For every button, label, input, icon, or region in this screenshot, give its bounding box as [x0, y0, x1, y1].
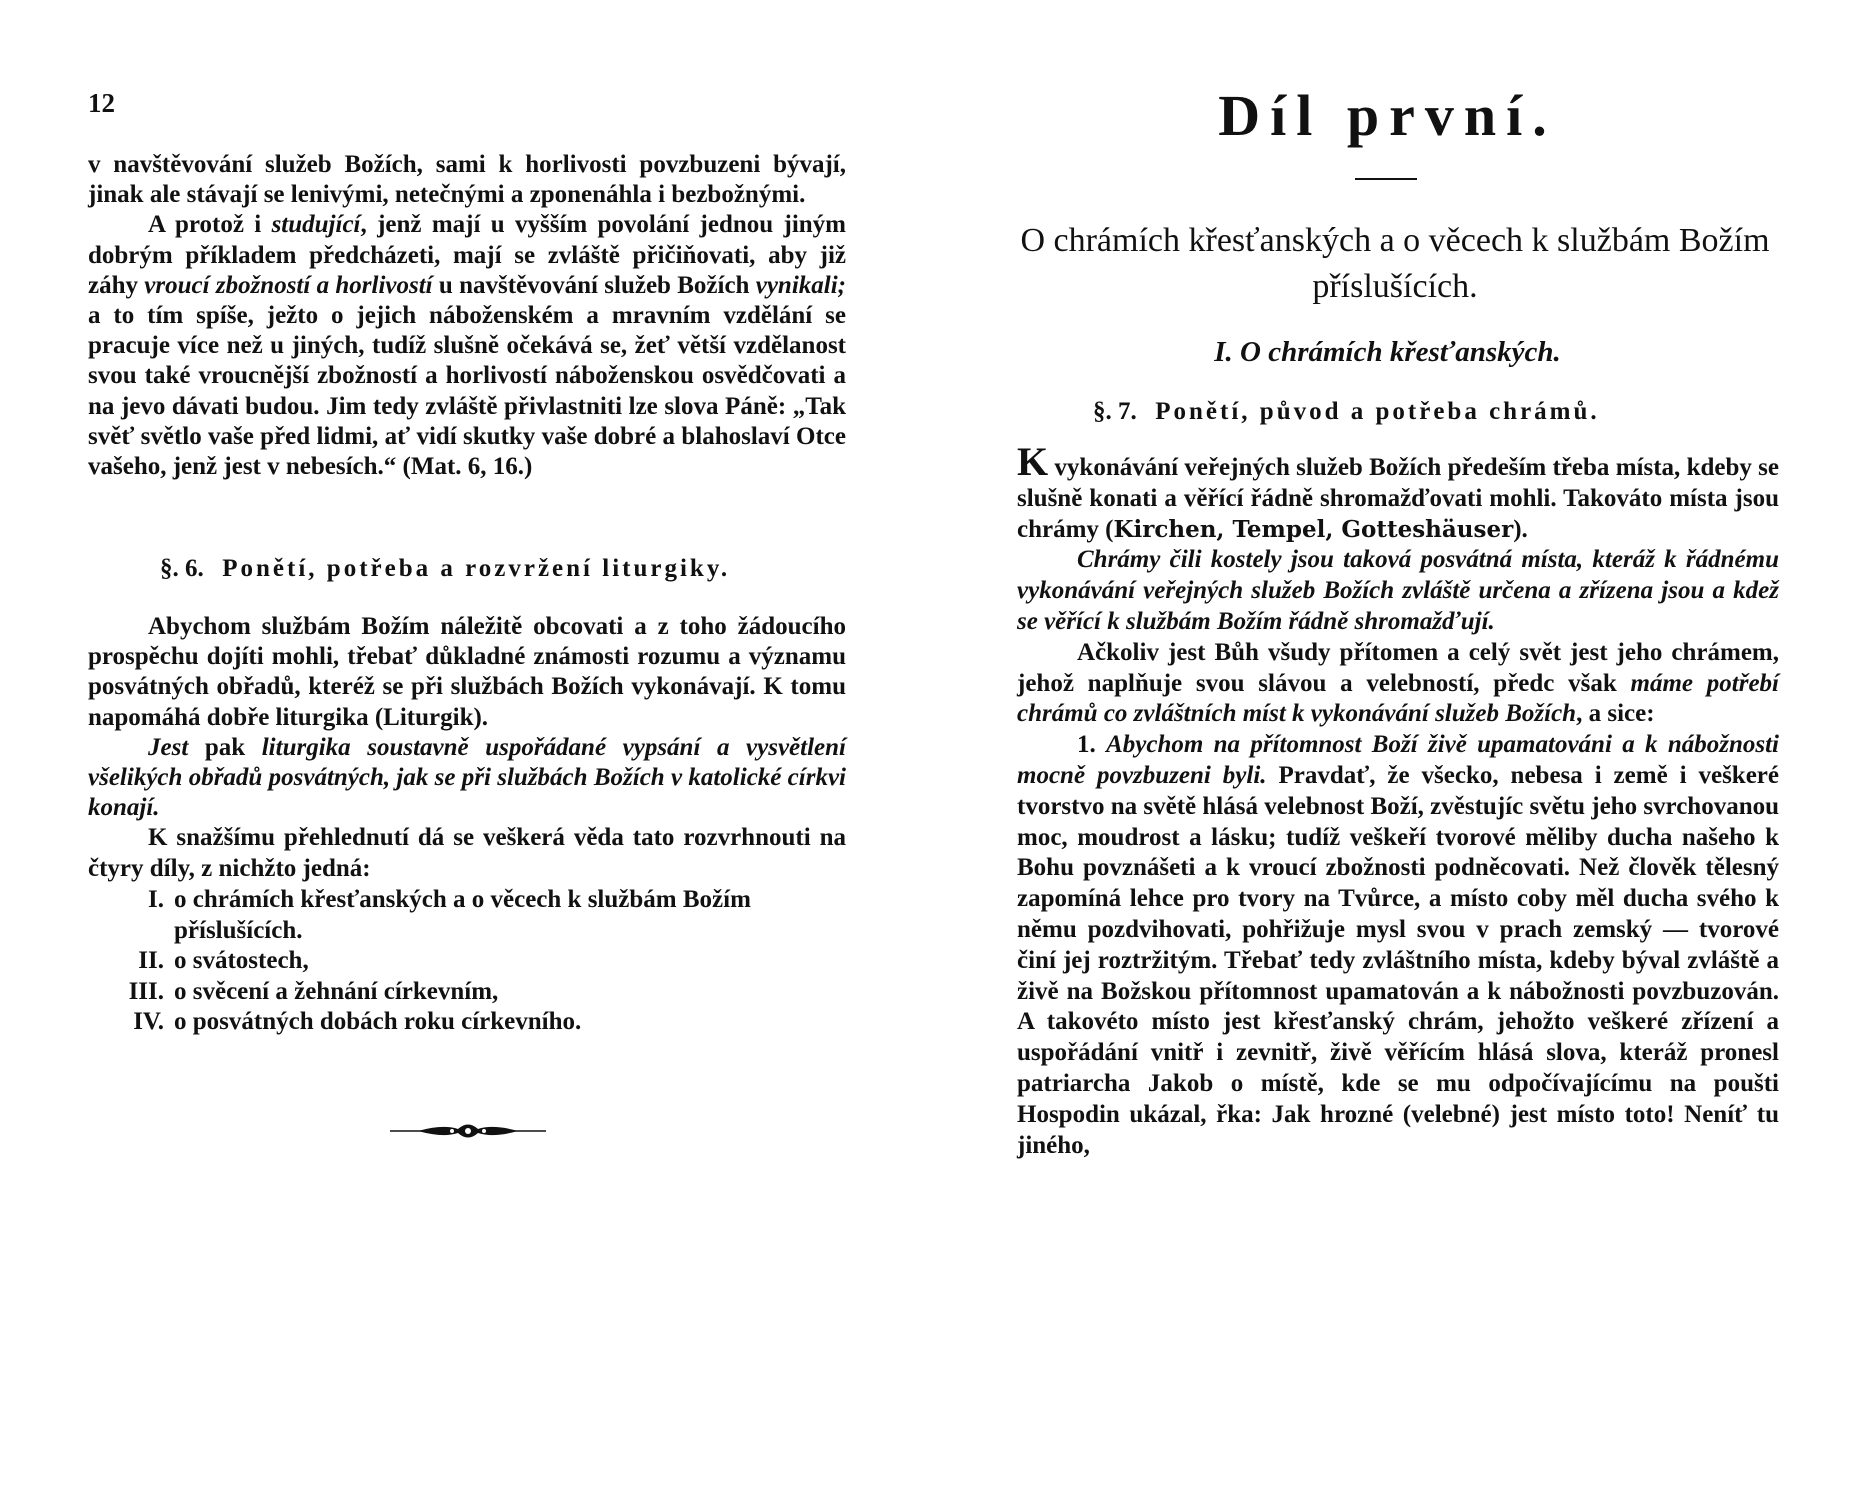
paragraph: v navštěvování služeb Božích, sami k horlivosti povzbuzeni bývají, jinak ale stávají se lenivými, netečnými a zponenáhla i bezbožnými.: [88, 151, 846, 209]
list-item: III. o svěcení a žehnání církevním,: [128, 977, 499, 1005]
paragraph: A protož i studující, jenž mají u vyšším povolání jednou jiným dobrým příkladem předcházeti, mají se zvláště přičiňovati, aby již záhy vroucí zbožností a horlivostí u navštěvování služeb Božích vynikali; a to tím spíše, ježto o jejich náboženském a mravním vzdělání se pracuje více než u jiných, tudíž slušně očekává se, žeť větší vzdělanost svou také vroucnější zbožností a horlivostí náboženskou osvědčovati a na jevo dávati budou. Jim tedy zvláště přivlastniti lze slova Páně: „Tak svěť světlo vaše před lidmi, ať vidí skutky vaše dobré a blahoslaví Otce vašeho, jenž jest v nebesích.“ (Mat. 6, 16.): [88, 211, 847, 481]
ornament-divider-icon: [388, 1118, 548, 1144]
list-item: I. o chrámích křesťanských a o věcech k službám Božím příslušících.: [148, 886, 751, 944]
part-subtitle: O chrámích křesťanských a o věcech k službám Božím příslušících.: [1020, 222, 1770, 305]
list-item: IV. o posvátných dobách roku církevního.: [133, 1008, 582, 1035]
contents-list: [118, 885, 858, 1038]
paragraph: K vykonávání veřejných služeb Božích předeším třeba místa, kdeby se slušně konati a věřící řádně shromažďovati mohli. Takováto místa jsou chrámy (Kirchen, Tempel, Gotteshäuser).: [1017, 439, 1779, 543]
list-item: II. o svátostech,: [138, 947, 309, 974]
drop-cap: K: [1017, 439, 1049, 484]
title-divider: [1355, 178, 1417, 180]
left-text-block-2: [88, 612, 846, 884]
section-heading: §. 6. Ponětí, potřeba a rozvržení liturgiky.: [160, 555, 731, 582]
paragraph: Abychom službám Božím náležitě obcovati a z toho žádoucího prospěchu dojíti mohli, třebať důkladné známosti rozumu a významu posvátných obřadů, kteréž se při službách Božích vykonávají. K tomu napomáhá dobře liturgika (Liturgik).: [88, 613, 846, 731]
paragraph: Jest pak liturgika soustavně uspořádané vypsání a vysvětlení všelikých obřadů posvátných, jak se při službách Božích v katolické církvi konají.: [88, 733, 846, 822]
paragraph: Chrámy čili kostely jsou taková posvátná místa, kteráž k řádnému vykonávání veřejných služeb Božích zvláště určena a zřízena jsou a kdež se věřící k službám Božím řádně shromažďují.: [1017, 546, 1779, 635]
left-text-block-1: [88, 150, 846, 482]
section-heading: §. 7. Ponětí, původ a potřeba chrámů.: [1093, 398, 1600, 425]
paragraph: K snažšímu přehlednutí dá se veškerá věda tato rozvrhnouti na čtyry díly, z nichžto jedná:: [88, 824, 846, 882]
part-title: Díl první.: [1218, 83, 1557, 148]
page-number: 12: [88, 88, 115, 118]
paragraph: 1. Abychom na přítomnost Boží živě upamatováni a k nábožnosti mocně povzbuzeni byli. Pravdať, že všecko, nebesa i země i veškeré tvorstvo na světě hlásá velebnost Boží, zvěstujíc světu jeho svrchovanou moc, moudrost a lásku; tudíž veškeří tvorové měliby ducha našeho k Bohu povznášeti a k vroucí zbožnosti podněcovati. Než člověk tělesný zapomíná lehce pro tvory na Tvůrce, a místo coby měl ducha svého k němu pozdvihovati, pohřižuje mysl svou v prach zemský — tvorové činí jej roztržitým. Třebať tedy zvláštního místa, kdeby býval zvláště a živě na Božskou přítomnost upamatován a k nábožnosti povzbuzován. A takovéto místo jest křesťanský chrám, jehožto veškeré zřízení a uspořádání vnitř i zevnitř, živě věřícím hlásá slova, kteráž pronesl patriarcha Jakob o místě, kde se mu odpočívajícímu na poušti Hospodin ukázal, řka: Jak hrozné (velebné) jest místo toto! Neníť tu jiného,: [1017, 731, 1780, 1159]
paragraph: Ačkoliv jest Bůh všudy přítomen a celý svět jest jeho chrámem, jehož naplňuje svou slávou a velebností, předc však máme potřebí chrámů co zvláštních míst k vykonávání služeb Božích, a sice:: [1017, 638, 1779, 728]
chapter-heading: I. O chrámích křesťanských.: [1214, 336, 1561, 368]
right-text-block: [1017, 439, 1780, 1161]
